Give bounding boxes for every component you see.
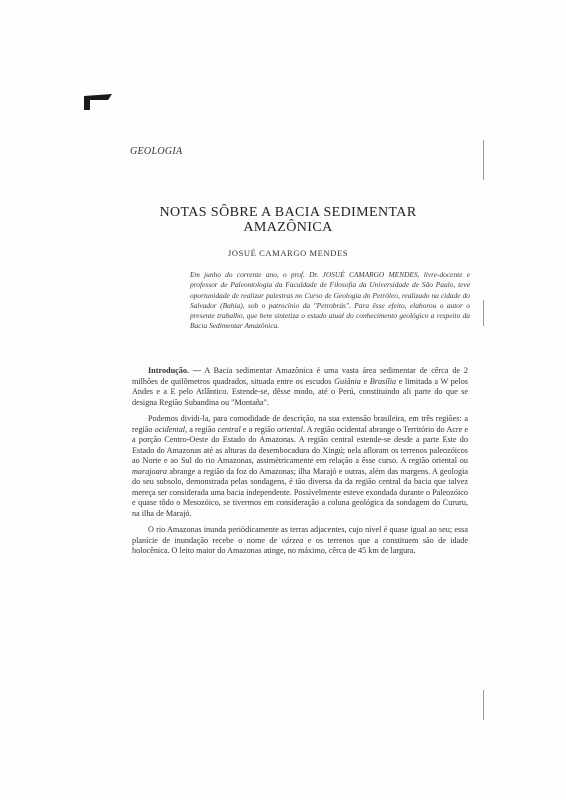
body-paragraph [132,525,468,557]
author-name: JOSUÉ CAMARGO MENDES [227,248,349,258]
body-paragraph [132,366,468,408]
paragraph-text: . A região ocidental abrange o Território do Acre e a porção Centro-Oeste do Estado do Amazonas. A região central estende-se desde a parte Este do Estado do Amazonas até as alturas da desembocadura do Xingú; nela afloram os terrenos paleozóicos ao Norte e ao Sul do rio Amazonas, assimètricamente em relação a êsse curso. A região oriental ou [132,424,468,465]
edge-scan-mark [483,300,484,326]
emphasized-term: Guiânia [334,376,361,386]
emphasized-term: Brasília [369,376,397,386]
title-line: NOTAS SÔBRE A BACIA SEDIMENTAR [159,205,417,220]
article-body [132,366,468,563]
emphasized-term: ocidental [154,424,186,434]
paragraph-text: abrange a região da foz do Amazonas; ilha Marajó e outras, além das margens. A geologia do seu subsolo, demonstrada pelas sondagens, é tão diversa da da região central da bacia que talvez mereça ser considerada uma bacia independente. Possìvelmente esteve exondada durante o Paleozóico e quase tôdo o Mesozóico, se tivermos em consideração a coluna geológica da sondagem do Cururu, na ilha de Marajó. [132,466,468,518]
paragraph-text: A Bacia sedimentar Amazônica é uma vasta área sedimentar de cêrca de 2 milhões de quilômetros quadrados, situada entre os escudos [132,366,468,386]
paragraph-text: Podemos dividi-la, para comodidade de descrição, na sua extensão brasileira, em três regiões: a região [132,414,468,434]
paragraph-text: O rio Amazonas inunda periòdicamente as terras adjacentes, cujo nível é quase igual ao seu; essa planície de inundação recebe o nome de [132,525,468,545]
paragraph-text: e [360,376,370,386]
title-line: AMAZÔNICA [243,220,333,235]
emphasized-term: oriental [277,424,303,434]
article-title [110,205,466,235]
paragraph-text: , a região [185,424,218,434]
paragraph-lead: Introdução. — [148,366,202,375]
emphasized-term: marajoara [132,466,168,476]
paragraph-text: e limitada a W pelos Andes e a E pelo Atlântico. Estende-se, dêsse modo, até o Perú, constituindo ali parte do que se designa Região Subandina ou "Montaña". [132,376,468,407]
section-label: GEOLOGIA [130,146,183,157]
abstract-text: Em junho do corrente ano, o prof. Dr. JOSUÉ CAMARGO MENDES, livre-docente e professor de Paleontologia da Faculdade de Filosofia da Universidade de São Paulo, teve oportunidade de realizar palestras no Curso de Geologia do Petróleo, realizado na cidade do Salvador (Bahia), sob o patrocínio da "Petrobrás". Para êsse efeito, elaborou o autor o presente trabalho, que bem sintetiza o estado atual do conhecimento geológico a respeito da Bacia Sedimentar Amazônica. [190,270,470,331]
paragraph-text: e a região [240,424,278,434]
emphasized-term: várzea [281,535,304,545]
corner-binding-mark [84,94,112,110]
edge-scan-mark [483,690,484,720]
edge-scan-mark [483,140,484,180]
body-paragraph [132,414,468,519]
emphasized-term: central [217,424,241,434]
paragraph-text: e os terrenos que a constituem são de idade holocênica. O leito maior do Amazonas atinge, no máximo, cêrca de 45 km de largura. [132,535,469,555]
